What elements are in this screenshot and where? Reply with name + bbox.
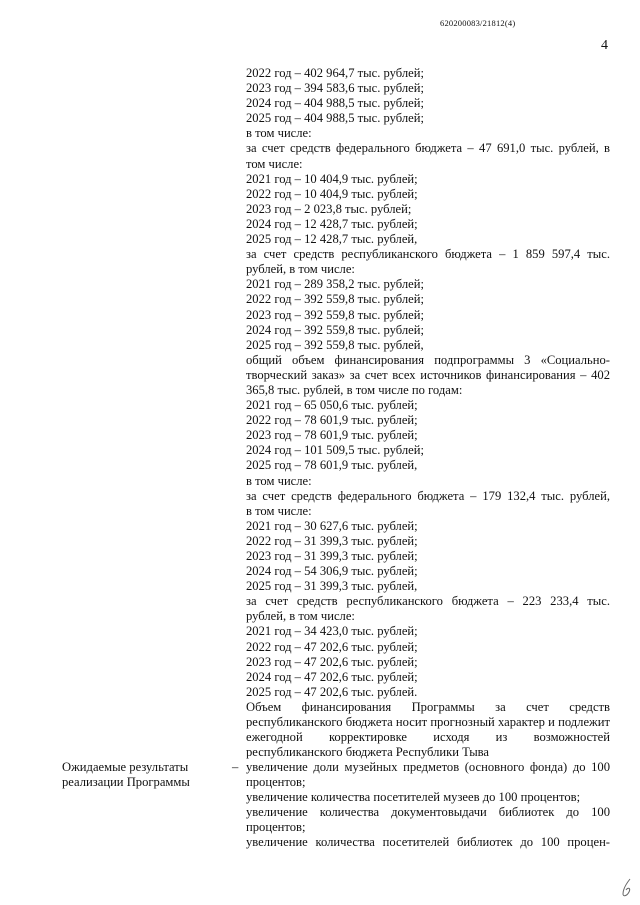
text-line: 2025 год – 12 428,7 тыс. рублей,: [246, 232, 418, 247]
text-line: том числе:: [246, 156, 303, 171]
text-line: процентов;: [246, 775, 306, 790]
text-line: 2021 год – 30 627,6 тыс. рублей;: [246, 518, 418, 533]
page-number: 4: [601, 38, 608, 53]
text-line: 2025 год – 47 202,6 тыс. рублей.: [246, 684, 418, 699]
text-line: 2024 год – 101 509,5 тыс. рублей;: [246, 443, 424, 458]
text-line: 2025 год – 404 988,5 тыс. рублей;: [246, 111, 424, 126]
text-line: 2025 год – 392 559,8 тыс. рублей,: [246, 337, 424, 352]
text-line: в том числе:: [246, 473, 312, 488]
text-line: 2023 год – 78 601,9 тыс. рублей;: [246, 428, 418, 443]
text-line: увеличение количества посетителей библиотек до 100 процен-: [246, 835, 610, 850]
text-line: 2022 год – 31 399,3 тыс. рублей;: [246, 533, 418, 548]
text-line: за счет средств республиканского бюджета – 1 859 597,4 тыс.: [246, 247, 610, 262]
text-line: процентов;: [246, 820, 306, 835]
text-line: рублей, в том числе:: [246, 609, 355, 624]
text-line: 2024 год – 54 306,9 тыс. рублей;: [246, 564, 418, 579]
text-line: 2022 год – 47 202,6 тыс. рублей;: [246, 639, 418, 654]
text-line: 2023 год – 31 399,3 тыс. рублей;: [246, 549, 418, 563]
text-line: 2024 год – 404 988,5 тыс. рублей;: [246, 96, 424, 111]
text-line: 2021 год – 289 358,2 тыс. рублей;: [246, 277, 424, 292]
text-line: за счет средств республиканского бюджета – 223 233,4 тыс.: [246, 594, 610, 609]
expected-results-text: [246, 760, 610, 851]
financing-text: [246, 66, 610, 760]
text-line: 2022 год – 78 601,9 тыс. рублей;: [246, 413, 418, 428]
text-line: 2025 год – 78 601,9 тыс. рублей,: [246, 458, 418, 473]
expected-results-label: Ожидаемые результаты реализации Программы: [62, 760, 190, 790]
text-line: 2023 год – 2 023,8 тыс. рублей;: [246, 201, 412, 216]
text-line: 2023 год – 394 583,6 тыс. рублей;: [246, 81, 424, 96]
text-line: 2024 год – 392 559,8 тыс. рублей;: [246, 322, 424, 337]
text-line: 2023 год – 392 559,8 тыс. рублей;: [246, 307, 424, 322]
text-line: рублей, в том числе:: [246, 262, 355, 277]
text-line: 2023 год – 47 202,6 тыс. рублей;: [246, 654, 418, 669]
text-line: 2022 год – 402 964,7 тыс. рублей;: [246, 66, 424, 80]
text-line: увеличение количества посетителей музеев до 100 процентов;: [246, 790, 581, 805]
text-line: 2024 год – 12 428,7 тыс. рублей;: [246, 216, 418, 231]
text-line: 2021 год – 34 423,0 тыс. рублей;: [246, 624, 418, 639]
text-line: увеличение доли музейных предметов (основного фонда) до 100: [246, 760, 610, 774]
row-dash: –: [232, 760, 239, 774]
forecast-paragraph: Объем финансирования Программы за счет средств республиканского бюджета носит прогнозный характер и подлежит ежегодной корректировке исходя из возможностей республиканского бюджета Республики Тыва: [246, 699, 610, 760]
signature-mark: [620, 878, 634, 898]
text-line: 2022 год – 10 404,9 тыс. рублей;: [246, 186, 418, 201]
text-line: 2021 год – 10 404,9 тыс. рублей;: [246, 171, 418, 186]
subprogram-paragraph: общий объем финансирования подпрограммы 3 «Социально-творческий заказ» за счет всех источников финансирования – 402 365,8 тыс. рублей, в том числе по годам:: [246, 352, 610, 397]
text-line: увеличение количества документовыдачи библиотек до 100: [246, 805, 610, 820]
text-line: за счет средств федерального бюджета – 47 691,0 тыс. рублей, в: [246, 141, 610, 156]
text-line: за счет средств федерального бюджета – 179 132,4 тыс. рублей,: [246, 488, 610, 503]
text-line: в том числе:: [246, 126, 312, 141]
text-line: в том числе:: [246, 503, 312, 518]
text-line: 2022 год – 392 559,8 тыс. рублей;: [246, 292, 424, 307]
document-id: 620200083/21812(4): [440, 18, 516, 28]
text-line: 2024 год – 47 202,6 тыс. рублей;: [246, 669, 418, 684]
text-line: 2021 год – 65 050,6 тыс. рублей;: [246, 398, 418, 413]
text-line: 2025 год – 31 399,3 тыс. рублей,: [246, 579, 418, 594]
